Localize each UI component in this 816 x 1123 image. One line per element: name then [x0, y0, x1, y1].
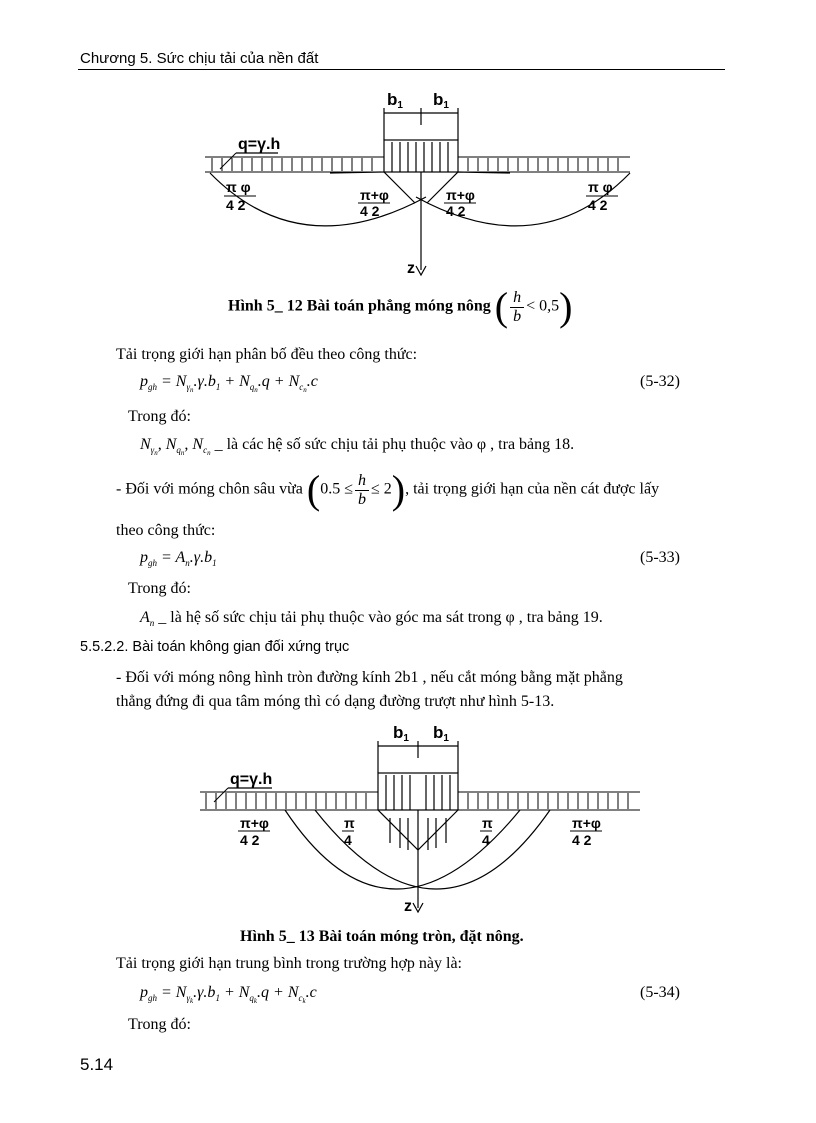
angle-right-label: π φ — [588, 179, 613, 195]
svg-text:4 2: 4 2 — [240, 832, 260, 848]
figure-5-12-caption: Hình 5_ 12 Bài toán phẳng móng nông ( $\frac{h}{b}$ < 0,5) — [228, 284, 573, 329]
cond-den: b — [358, 490, 366, 508]
angle-right-label-13: π+φ — [572, 815, 601, 831]
svg-text:4 2: 4 2 — [360, 203, 380, 219]
page-number: 5.14 — [80, 1055, 114, 1074]
para2-line2: theo công thức: — [116, 522, 216, 539]
caption-frac-den: b — [513, 307, 522, 325]
surcharge-label-13: q=γ.h — [230, 771, 273, 788]
para3-line2: thẳng đứng đi qua tâm móng thì có dạng đường trượt như hình 5-13. — [116, 693, 555, 710]
para2-where: Trong đó: — [128, 580, 191, 597]
header-rule — [78, 69, 725, 70]
para1-intro: Tải trọng giới hạn phân bố đều theo công thức: — [116, 346, 418, 363]
para3-line1: - Đối với móng nông hình tròn đường kính 2b1 , nếu cắt móng bằng mặt phẳng — [116, 669, 623, 686]
formula-5-32: $p_{gh} = N_{\gamma_n}.\gamma.b_1 + N_{q_n}.q + N_{c_n}.c$ — [140, 373, 318, 394]
slip-lines-13 — [285, 810, 550, 912]
para2-coef: $A_n$ _ là hệ số sức chịu tải phụ thuộc vào góc ma sát trong φ , tra bảng 19. — [140, 609, 603, 628]
formula-5-33: $p_{gh} = A_n.\gamma.b_1$ — [140, 549, 217, 568]
cond-right: ≤ 2 — [371, 480, 392, 498]
svg-text:4 2: 4 2 — [588, 197, 608, 213]
eq-no-5-32: (5-32) — [640, 373, 680, 390]
svg-text:4 2: 4 2 — [572, 832, 592, 848]
foundation-load-13 — [378, 773, 458, 810]
section-title: 5.5.2.2. Bài toán không gian đối xứng trục — [80, 639, 350, 655]
chapter-header: Chương 5. Sức chịu tải của nền đất — [80, 50, 319, 67]
surcharge-label: q=γ.h — [238, 136, 281, 153]
dimension-line-13 — [378, 741, 458, 773]
caption-cond-rel: < 0,5 — [526, 297, 560, 315]
angle-left-label: π φ — [226, 179, 251, 195]
figure-5-13-caption: Hình 5_ 13 Bài toán móng tròn, đặt nông. — [240, 928, 524, 945]
para1-coef-text: là các hệ số sức chịu tải phụ thuộc vào φ , tra bảng 18. — [226, 436, 575, 453]
b1-left-label-13: b1 — [393, 723, 409, 744]
para1-where: Trong đó: — [128, 408, 191, 425]
eq-no-5-33: (5-33) — [640, 549, 680, 566]
caption-frac-num: h — [510, 289, 524, 308]
svg-text:4: 4 — [482, 832, 490, 848]
para1-coef: $N_{\gamma_n}$, $N_{q_n}$, $N_{c_n}$ _ là các hệ số sức chịu tải phụ thuộc vào φ , tra bảng 18. — [140, 436, 575, 457]
para2-line1: - Đối với móng chôn sâu vừa (0.5 ≤ $\frac{h}{b}$ ≤ 2), tải trọng giới hạn của nền cát được lấy — [116, 467, 660, 512]
angle-left-label-13: π+φ — [240, 815, 269, 831]
figure-5-12 — [190, 85, 650, 280]
cond-num: h — [355, 472, 369, 491]
z-axis-label-13: z — [404, 898, 412, 915]
angle-mid-right-label-13: π — [482, 815, 493, 831]
surcharge-arrows-13 — [200, 792, 640, 810]
svg-text:4 2: 4 2 — [226, 197, 246, 213]
slip-lines — [210, 172, 630, 275]
formula-5-34: $p_{gh} = N_{\gamma_k}.\gamma.b_1 + N_{q_k}.q + N_{c_k}.c$ — [140, 984, 317, 1005]
b1-right-label-13: b1 — [433, 723, 449, 744]
figure-5-13 — [190, 718, 650, 918]
z-axis-label: z — [407, 260, 415, 277]
eq-no-5-34: (5-34) — [640, 984, 680, 1001]
para4-where: Trong đó: — [128, 1016, 191, 1033]
svg-text:4 2: 4 2 — [446, 203, 466, 219]
angle-mid-right-label: π+φ — [446, 187, 475, 203]
para2-coef-text: là hệ số sức chịu tải phụ thuộc vào góc ma sát trong φ , tra bảng 19. — [170, 609, 603, 626]
dimension-line — [384, 108, 458, 140]
para4-intro: Tải trọng giới hạn trung bình trong trường hợp này là: — [116, 955, 462, 972]
foundation-load — [384, 140, 458, 172]
para2-line1-a: - Đối với móng chôn sâu vừa — [116, 480, 303, 498]
angle-mid-left-label-13: π — [344, 815, 355, 831]
svg-text:4: 4 — [344, 832, 352, 848]
cond-left: 0.5 ≤ — [320, 480, 353, 498]
angle-mid-left-label: π+φ — [360, 187, 389, 203]
caption-text: Hình 5_ 12 Bài toán phẳng móng nông — [228, 297, 491, 315]
surcharge-arrows — [205, 157, 630, 172]
b1-right-label: b1 — [433, 90, 449, 111]
b1-left-label: b1 — [387, 90, 403, 111]
para2-line1-b: , tải trọng giới hạn của nền cát được lấy — [405, 480, 660, 498]
